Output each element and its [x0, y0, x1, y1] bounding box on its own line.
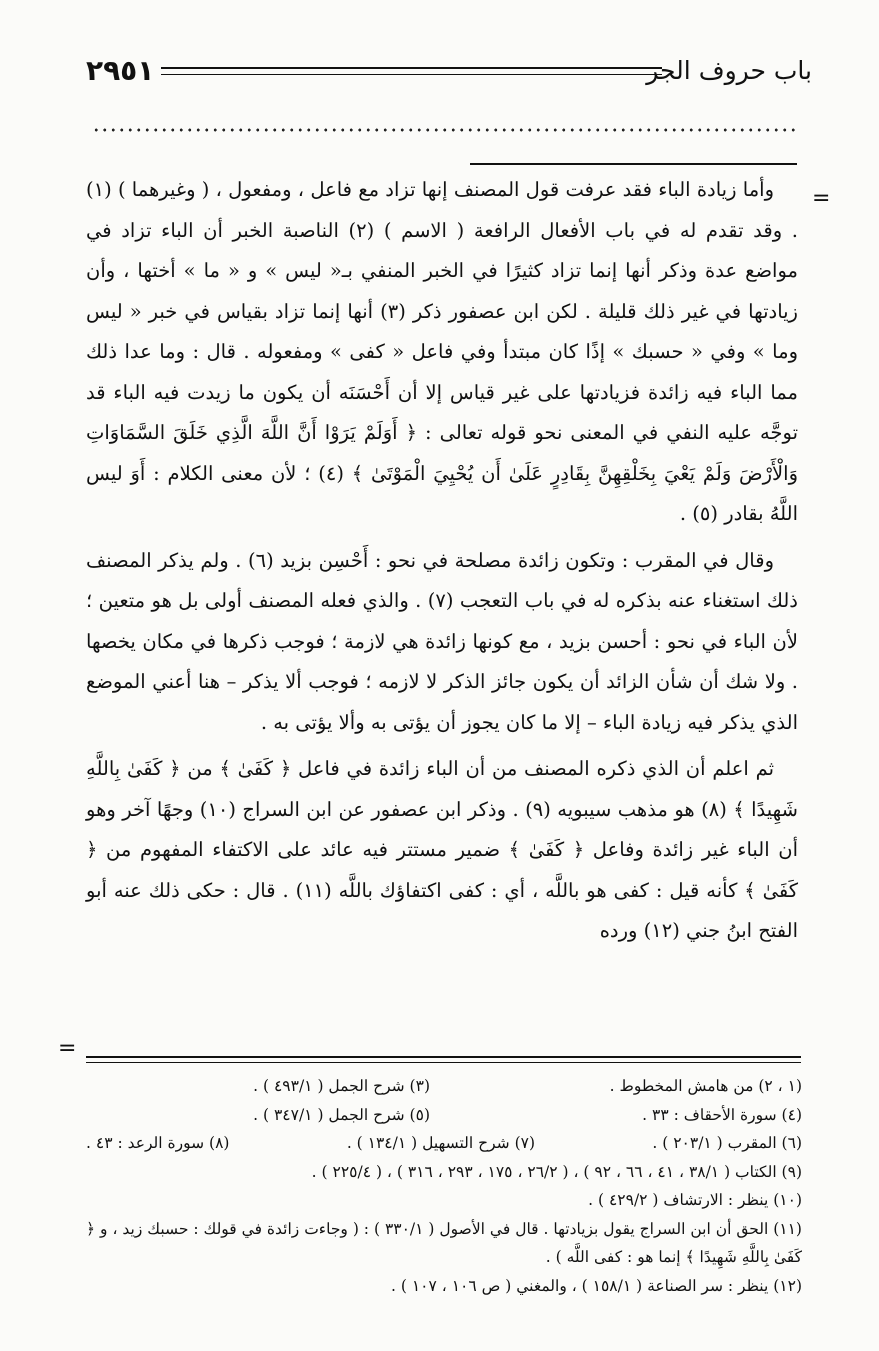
footnote: (٨) سورة الرعد : ٤٣ .: [86, 1134, 230, 1152]
page-header: [86, 54, 812, 90]
footnote: (٤) سورة الأحقاف : ٣٣ .: [642, 1105, 802, 1124]
footnote: (١٠) ينظر : الارتشاف ( ٤٢٩/٢ ) .: [588, 1191, 802, 1209]
footnote: (٦) المقرب ( ٢٠٣/١ ) .: [652, 1134, 802, 1152]
header-rule: [161, 67, 662, 75]
continuation-marker-bottom: =: [58, 1036, 77, 1061]
chapter-title: باب حروف الجر: [646, 56, 812, 85]
main-text: [86, 170, 798, 952]
footnote: (١١) الحق أن ابن السراج يقول بزيادتها . قال في الأصول ( ٣٣٠/١ ) : ( وجاءت زائدة في قولك : حسبك زيد ، و ﴿ كَفَىٰ بِاللَّهِ شَهِيدًا ﴾ إنما هو : كفى اللَّه ) .: [86, 1219, 802, 1266]
footnote: (١ ، ٢) من هامش المخطوط .: [609, 1077, 802, 1095]
footnote-rule: [86, 1056, 801, 1063]
top-rule: [470, 163, 797, 165]
footnote-row: [86, 1101, 802, 1130]
footnote: (١٢) ينظر : سر الصناعة ( ١٥٨/١ ) ، والمغني ( ص ١٠٦ ، ١٠٧ ) .: [391, 1276, 802, 1295]
continuation-marker-top: =: [812, 186, 831, 211]
footnote: (٩) الكتاب ( ٣٨/١ ، ٤١ ، ٦٦ ، ٩٢ ) ، ( ٢٦/٢ ، ١٧٥ ، ٢٩٣ ، ٣١٦ ) ، ( ٢٢٥/٤ ) .: [311, 1162, 802, 1181]
paragraph: ثم اعلم أن الذي ذكره المصنف من أن الباء زائدة في فاعل ﴿ كَفَىٰ ﴾ من ﴿ كَفَىٰ بِاللَّهِ شَهِيدًا ﴾ (٨) هو مذهب سيبويه (٩) . وذكر ابن عصفور عن ابن السراج (١٠) وجهًا آخر وهو أن الباء غير زائدة وفاعل ﴿ كَفَىٰ ﴾ ضمير مستتر فيه عائد على الاكتفاء المفهوم من ﴿ كَفَىٰ ﴾ كأنه قيل : كفى هو باللَّه ، أي : كفى اكتفاؤك باللَّه (١١) . قال : حكى ذلك عنه أبو الفتح ابنُ جني (١٢) ورده: [86, 757, 799, 942]
footnote-row: [86, 1129, 802, 1158]
footnote: (٣) شرح الجمل ( ٤٩٣/١ ) .: [253, 1077, 430, 1095]
dotted-separator: [92, 126, 797, 134]
paragraph: وأما زيادة الباء فقد عرفت قول المصنف إنها تزاد مع فاعل ، ومفعول ، ( وغيرهما ) (١) . وقد تقدم له في باب الأفعال الرافعة ( الاسم ) (٢) الناصبة الخبر أن الباء تزاد في مواضع عدة وذكر أنها إنما تزاد كثيرًا في الخبر المنفي بـ« ليس » و « ما » أختها ، وأن زيادتها في غير ذلك قليلة . لكن ابن عصفور ذكر (٣) أنها إنما تزاد بقياس في خبر « ليس وما » وفي « حسبك » إذًا كان مبتدأ وفي فاعل « كفى » ومفعوله . قال : وما عدا ذلك مما الباء فيه زائدة فزيادتها على غير قياس إلا أن أَحْسَنَه أن يكون ما زيدت فيه الباء قد توجَّه عليه النفي في المعنى نحو قوله تعالى : ﴿ أَوَلَمْ يَرَوْا أَنَّ اللَّهَ الَّذِي خَلَقَ السَّمَاوَاتِ وَالْأَرْضَ وَلَمْ يَعْيَ بِخَلْقِهِنَّ بِقَادِرٍ عَلَىٰ أَن يُحْيِيَ الْمَوْتَىٰ ﴾ (٤) ؛ لأن معنى الكلام : أَوَ ليس اللَّهُ بقادر (٥) .: [86, 178, 798, 525]
footnote: (٧) شرح التسهيل ( ١٣٤/١ ) .: [346, 1134, 536, 1152]
footnote-row: [86, 1072, 802, 1101]
paragraph: وقال في المقرب : وتكون زائدة مصلحة في نحو : أَحْسِن بزيد (٦) . ولم يذكر المصنف ذلك استغناء عنه بذكره له في باب التعجب (٧) . والذي فعله المصنف أولى بل هو متعين ؛ لأن الباء في نحو : أحسن بزيد ، مع كونها زائدة هي لازمة ؛ فوجب ذكرها في مكان يخصها . ولا شك أن شأن الزائد أن يكون جائز الذكر لا لازمه ؛ فوجب ألا يذكر – هنا أعني الموضع الذي يذكر فيه زيادة الباء – إلا ما كان يجوز أن يؤتى به وألا يؤتى به .: [86, 548, 798, 734]
page-number: ٢٩٥١: [86, 54, 155, 87]
footnotes: [86, 1072, 802, 1300]
footnote: (٥) شرح الجمل ( ٣٤٧/١ ) .: [253, 1105, 430, 1124]
